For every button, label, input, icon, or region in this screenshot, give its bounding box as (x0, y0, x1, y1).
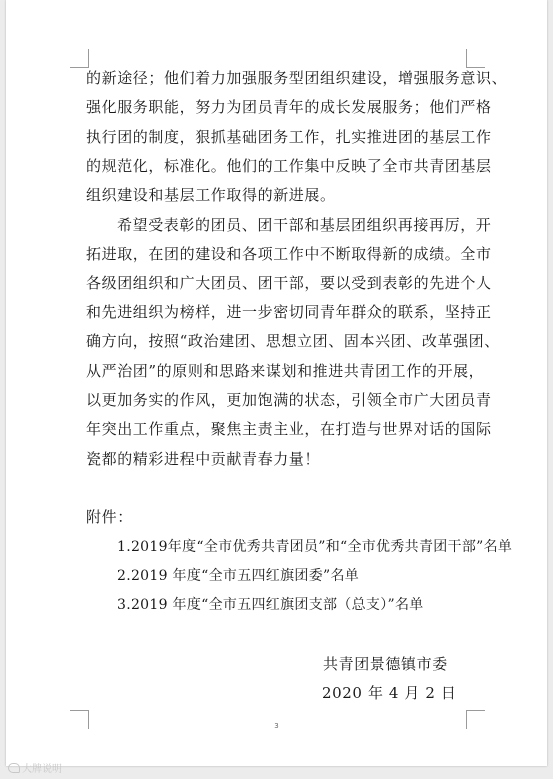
body-line-3: 执行团的制度，狠抓基础团务工作，扎实推进团的基层工作 (86, 128, 492, 146)
attachment-item-2: 2.2019 年度“全市五四红旗团委”名单 (117, 568, 360, 584)
document-page (6, 0, 547, 766)
attachment-item-3: 3.2019 年度“全市五四红旗团支部（总支）”名单 (117, 597, 424, 613)
signature-date: 2020 年 4 月 2 日 (322, 684, 457, 702)
body-line-9: 和先进组织为榜样，进一步密切同青年群众的联系，坚持正 (86, 303, 492, 321)
page-number: 3 (274, 722, 279, 730)
watermark (8, 760, 62, 775)
body-line-7: 拓进取，在团的建设和各项工作中不断取得新的成绩。全市 (86, 245, 492, 263)
body-line-11: 从严治团”的原则和思路来谋划和推进共青团工作的开展， (86, 362, 485, 380)
watermark-text: 大牌说明 (22, 764, 62, 775)
attachment-item-1: 1.2019年度“全市优秀共青团员”和“全市优秀共青团干部”名单 (117, 539, 513, 555)
body-line-6: 希望受表彰的团员、团干部和基层团组织再接再厉，开 (117, 216, 492, 234)
body-line-13: 年突出工作重点，聚焦主责主业，在打造与世界对话的国际 (86, 420, 492, 438)
body-line-5: 组织建设和基层工作取得的新进展。 (86, 186, 336, 204)
crop-mark-top-left (70, 49, 89, 68)
body-line-14: 瓷都的精彩进程中贡献青春力量！ (86, 450, 321, 468)
body-line-1: 的新途径；他们着力加强服务型团组织建设，增强服务意识、 (86, 69, 508, 87)
body-line-2: 强化服务职能，努力为团员青年的成长发展服务；他们严格 (86, 98, 492, 116)
body-line-10: 确方向，按照“政治建团、思想立团、固本兴团、改革强团、 (86, 332, 500, 350)
attachments-label: 附件： (86, 508, 133, 526)
body-line-4: 的规范化，标准化。他们的工作集中反映了全市共青团基层 (86, 157, 492, 175)
body-line-8: 各级团组织和广大团员、团干部，要以受到表彰的先进个人 (86, 274, 492, 292)
crop-mark-top-right (466, 49, 485, 68)
body-line-12: 以更加务实的作风，更加饱满的状态，引领全市广大团员青 (86, 391, 492, 409)
signature-org: 共青团景德镇市委 (323, 655, 448, 673)
weibo-icon (8, 763, 20, 773)
